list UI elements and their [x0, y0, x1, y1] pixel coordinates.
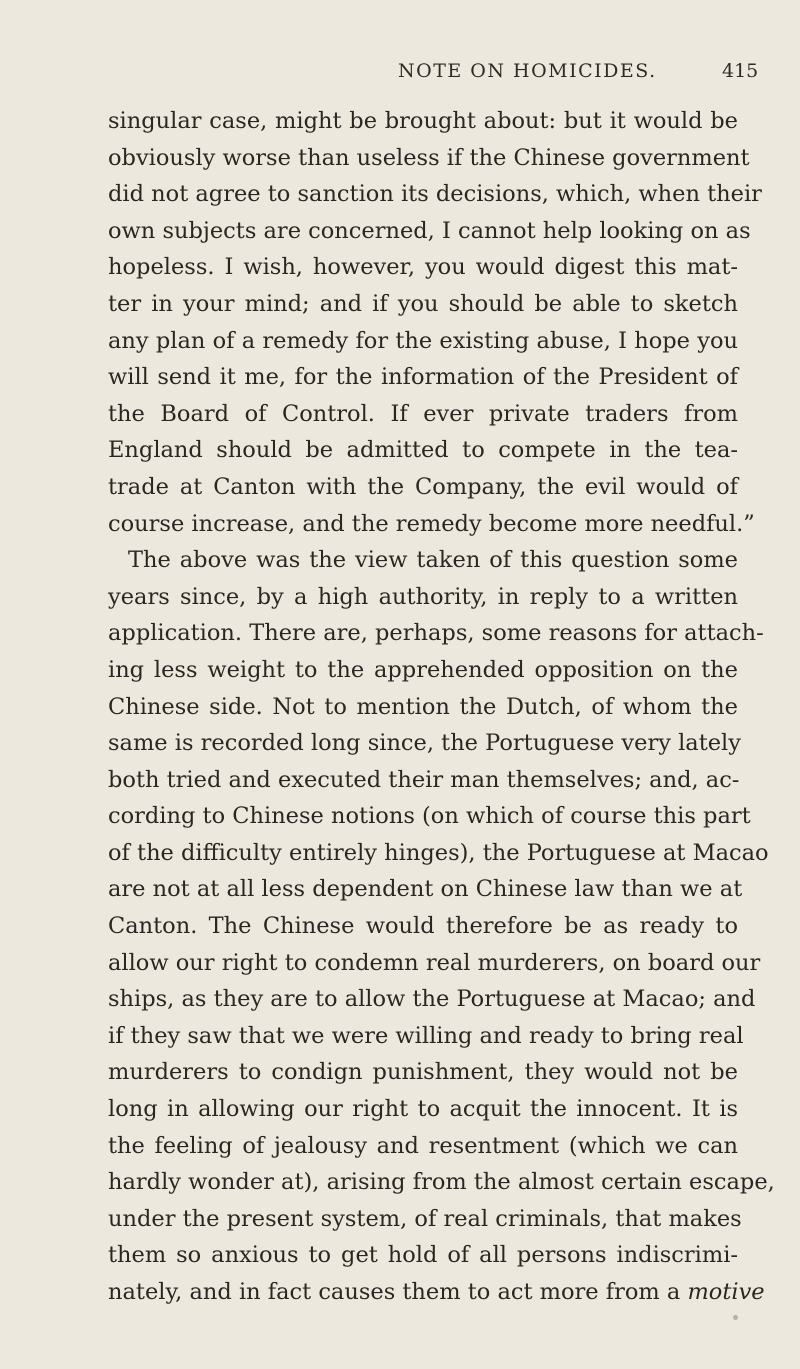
text-line: if they saw that we were willing and ready to bring real: [108, 1022, 744, 1049]
text-line: Canton. The Chinese would therefore be as ready to: [108, 913, 738, 940]
text-line: will send it me, for the information of the President of: [108, 364, 738, 391]
text-line: long in allowing our right to acquit the innocent. It is: [108, 1096, 738, 1123]
text-line: hopeless. I wish, however, you would digest this mat-: [108, 254, 738, 281]
text-line: Chinese side. Not to mention the Dutch, of whom the: [108, 693, 738, 720]
text-line: obviously worse than useless if the Chinese government: [108, 144, 750, 171]
text-line: ter in your mind; and if you should be able to sketch: [108, 290, 738, 317]
text-line: the feeling of jealousy and resentment (which we can: [108, 1132, 738, 1159]
text-line: murderers to condign punishment, they would not be: [108, 1059, 738, 1086]
text-line: ships, as they are to allow the Portuguese at Macao; and: [108, 986, 756, 1013]
page-number: 415: [722, 60, 759, 82]
print-speck: [733, 1315, 738, 1320]
text-line: did not agree to sanction its decisions, which, when their: [108, 181, 762, 208]
text-line: The above was the view taken of this question some: [128, 547, 738, 574]
text-line: ing less weight to the apprehended opposition on the: [108, 656, 738, 683]
text-line: course increase, and the remedy become more needful.”: [108, 510, 755, 537]
text-line: are not at all less dependent on Chinese law than we at: [108, 876, 743, 903]
text-line: hardly wonder at), arising from the almost certain escape,: [108, 1169, 775, 1196]
text-line-last-main: nately, and in fact causes them to act more from a: [108, 1279, 681, 1305]
text-line: cording to Chinese notions (on which of course this part: [108, 803, 751, 830]
text-line: own subjects are concerned, I cannot help looking on as: [108, 217, 751, 244]
text-line: same is recorded long since, the Portuguese very lately: [108, 730, 741, 757]
italic-word: motive: [687, 1279, 765, 1305]
text-line: allow our right to condemn real murderers, on board our: [108, 949, 761, 976]
text-line: under the present system, of real criminals, that makes: [108, 1205, 742, 1232]
text-line-last: [108, 1274, 765, 1311]
text-line: years since, by a high authority, in reply to a written: [108, 583, 738, 610]
text-line: the Board of Control. If ever private traders from: [108, 400, 738, 427]
running-head-title: NOTE ON HOMICIDES.: [398, 60, 657, 82]
text-line: of the difficulty entirely hinges), the Portuguese at Macao: [108, 839, 769, 866]
text-line: them so anxious to get hold of all persons indiscrimi-: [108, 1242, 738, 1269]
text-line: both tried and executed their man themselves; and, ac-: [108, 766, 740, 793]
text-line: trade at Canton with the Company, the evil would of: [108, 473, 738, 500]
body-text: [108, 103, 775, 1311]
text-line: application. There are, perhaps, some reasons for attach-: [108, 620, 764, 647]
text-line: any plan of a remedy for the existing abuse, I hope you: [108, 327, 738, 354]
text-line: England should be admitted to compete in the tea-: [108, 437, 738, 464]
text-line: singular case, might be brought about: but it would be: [108, 108, 738, 134]
